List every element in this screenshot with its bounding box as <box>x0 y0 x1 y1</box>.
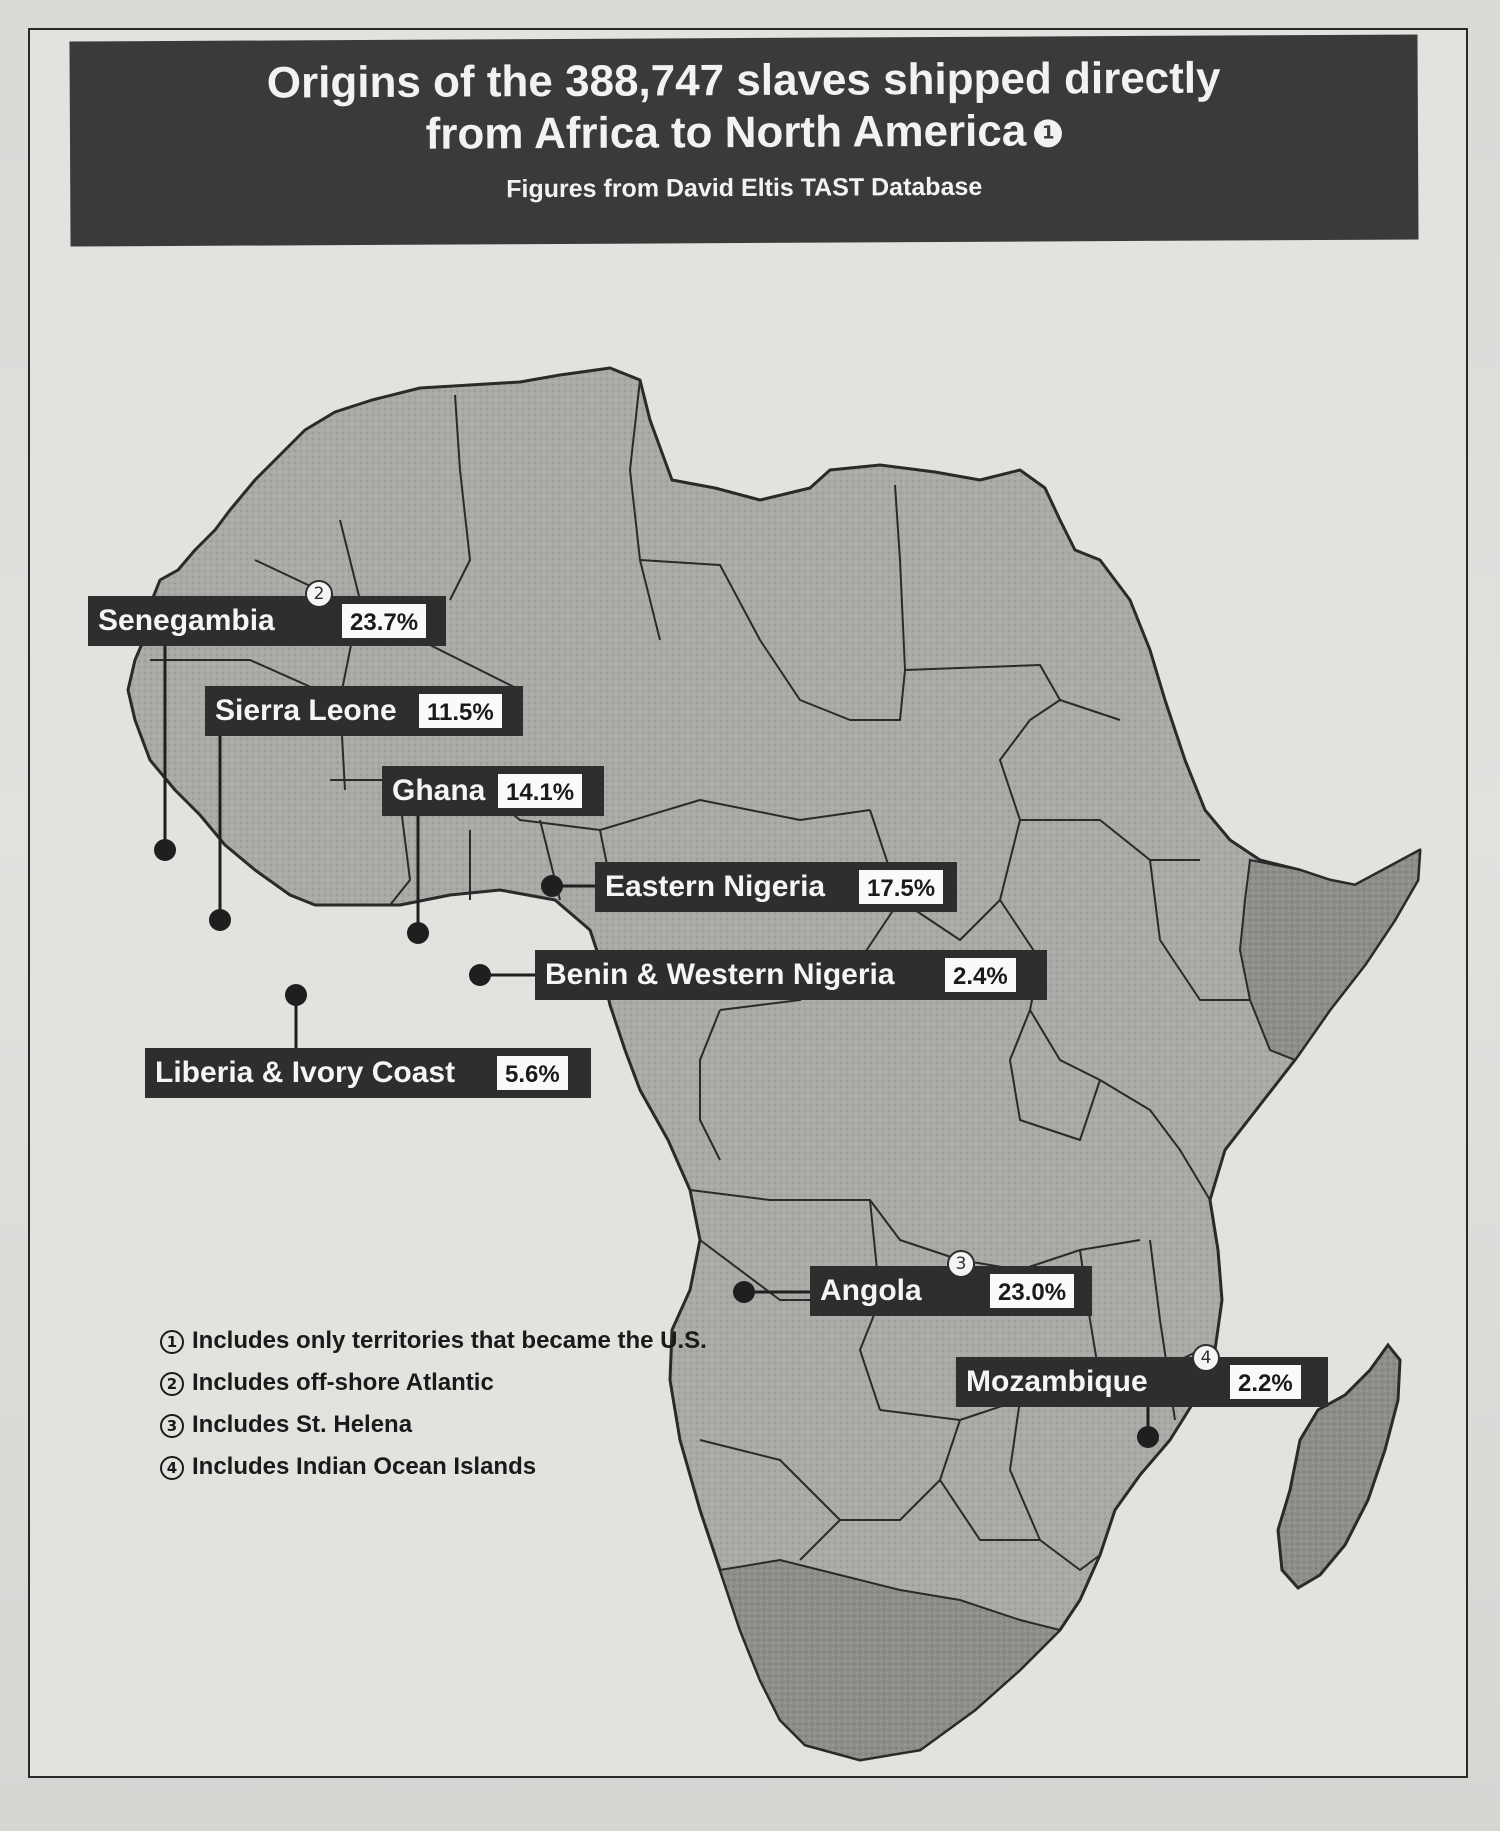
label-angola-percent: 23.0% <box>988 1272 1076 1310</box>
title-line-1: Origins of the 388,747 slaves shipped directly <box>266 53 1221 108</box>
label-mozambique-percent: 2.2% <box>1228 1363 1303 1401</box>
title-line-2-text: from Africa to North America <box>425 106 1027 159</box>
marker-benin-western-nigeria <box>469 964 491 986</box>
label-benin-western-nigeria-name: Benin & Western Nigeria <box>545 958 895 991</box>
marker-sierra-leone <box>209 909 231 931</box>
marker-senegambia <box>154 839 176 861</box>
footnote-1-number: 1 <box>160 1330 184 1354</box>
label-senegambia-percent: 23.7% <box>340 602 428 640</box>
footnote-4 <box>160 1446 720 1488</box>
footnote-1 <box>160 1320 720 1362</box>
footnote-2-text: Includes off-shore Atlantic <box>192 1369 494 1396</box>
label-liberia-ivory-coast-percent: 5.6% <box>495 1054 570 1092</box>
label-liberia-ivory-coast <box>145 1048 591 1098</box>
footnote-1-text: Includes only territories that became the U.S. <box>192 1327 707 1354</box>
horn-of-africa <box>1240 850 1420 1060</box>
footnote-3 <box>160 1404 720 1446</box>
marker-mozambique <box>1137 1426 1159 1448</box>
footnote-4-number: 4 <box>160 1456 184 1480</box>
note-marker-senegambia: 2 <box>305 580 333 608</box>
footnote-3-text: Includes St. Helena <box>192 1411 413 1438</box>
footnote-3-number: 3 <box>160 1414 184 1438</box>
label-eastern-nigeria-percent: 17.5% <box>857 868 945 906</box>
label-benin-western-nigeria-percent: 2.4% <box>943 956 1018 994</box>
label-sierra-leone-percent: 11.5% <box>417 692 504 730</box>
note-marker-mozambique: 4 <box>1192 1344 1220 1372</box>
label-mozambique-name: Mozambique <box>966 1365 1148 1398</box>
marker-liberia-ivory-coast <box>285 984 307 1006</box>
title-note-marker: 1 <box>1034 120 1062 148</box>
footnote-4-text: Includes Indian Ocean Islands <box>192 1453 537 1480</box>
label-senegambia-name: Senegambia <box>98 604 275 637</box>
label-eastern-nigeria <box>595 862 957 912</box>
marker-angola <box>733 1281 755 1303</box>
label-eastern-nigeria-name: Eastern Nigeria <box>605 870 826 903</box>
label-ghana-percent: 14.1% <box>496 772 584 810</box>
note-marker-angola: 3 <box>947 1250 975 1278</box>
footnote-2-number: 2 <box>160 1372 184 1396</box>
marker-eastern-nigeria <box>541 875 563 897</box>
label-ghana <box>382 766 604 816</box>
label-ghana-name: Ghana <box>392 774 486 807</box>
label-angola-name: Angola <box>820 1274 922 1307</box>
marker-ghana <box>407 922 429 944</box>
label-mozambique <box>956 1357 1328 1407</box>
label-benin-western-nigeria <box>535 950 1047 1000</box>
footnote-2 <box>160 1362 720 1404</box>
label-senegambia <box>88 596 446 646</box>
label-sierra-leone-name: Sierra Leone <box>215 694 397 727</box>
map-subtitle: Figures from David Eltis TAST Database <box>506 172 983 204</box>
label-sierra-leone <box>205 686 523 736</box>
label-liberia-ivory-coast-name: Liberia & Ivory Coast <box>155 1056 456 1089</box>
footnotes <box>160 1320 720 1488</box>
